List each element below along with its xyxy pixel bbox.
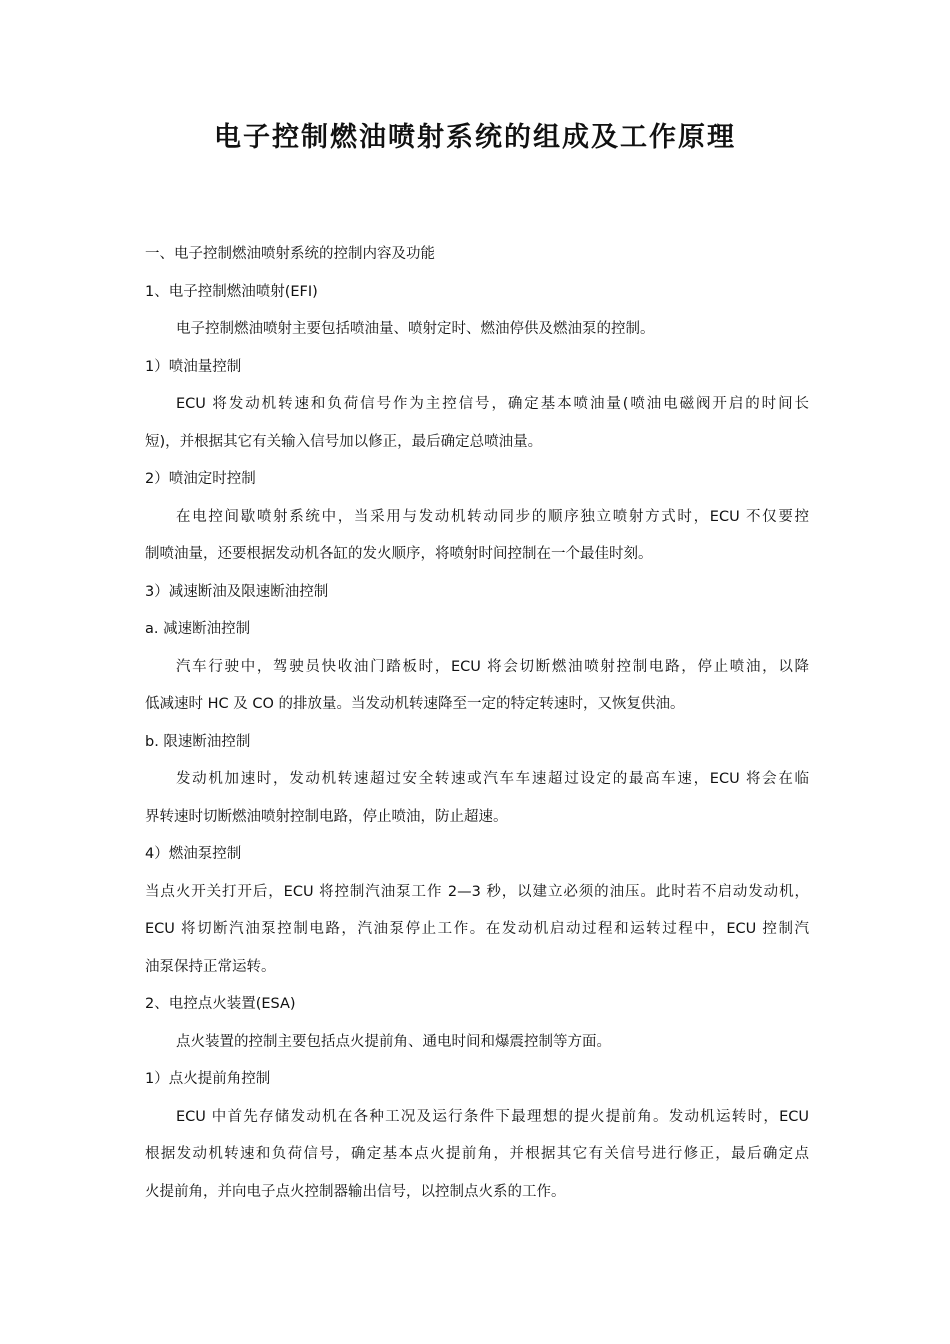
paragraph-line: ECU 中首先存储发动机在各种工况及运行条件下最理想的提火提前角。发动机运转时，ECU (176, 1108, 809, 1125)
item-heading: 3）减速断油及限速断油控制 (145, 583, 329, 600)
paragraph-line: 发动机加速时，发动机转速超过安全转速或汽车车速超过设定的最高车速，ECU 将会在临 (176, 771, 809, 787)
paragraph-line: 短)，并根据其它有关输入信号加以修正，最后确定总喷油量。 (145, 433, 543, 450)
paragraph-line: ECU 将发动机转速和负荷信号作为主控信号，确定基本喷油量(喷油电磁阀开启的时间长 (176, 396, 809, 412)
paragraph-line: 根据发动机转速和负荷信号，确定基本点火提前角，并根据其它有关信号进行修正，最后确定点 (145, 1146, 809, 1162)
paragraph-line: ECU 将切断汽油泵控制电路，汽油泵停止工作。在发动机启动过程和运转过程中，ECU 控制汽 (145, 921, 809, 937)
subsection-heading: 1、电子控制燃油喷射(EFI) (145, 283, 318, 300)
paragraph-line: 火提前角，并向电子点火控制器输出信号，以控制点火系的工作。 (145, 1183, 566, 1200)
item-heading: 1）喷油量控制 (145, 358, 242, 375)
subsection-heading: 2、电控点火装置(ESA) (145, 996, 296, 1012)
document-body (145, 240, 809, 1215)
paragraph-line: 点火装置的控制主要包括点火提前角、通电时间和爆震控制等方面。 (176, 1033, 611, 1050)
paragraph-line: 界转速时切断燃油喷射控制电路，停止喷油，防止超速。 (145, 808, 508, 825)
paragraph-line: 汽车行驶中，驾驶员快收油门踏板时，ECU 将会切断燃油喷射控制电路，停止喷油，以降 (176, 658, 809, 675)
paragraph-line: 油泵保持正常运转。 (145, 958, 276, 975)
paragraph-line: 在电控间歇喷射系统中，当采用与发动机转动同步的顺序独立喷射方式时，ECU 不仅要控 (176, 508, 809, 525)
item-heading: 2）喷油定时控制 (145, 471, 256, 487)
document-title: 电子控制燃油喷射系统的组成及工作原理 (214, 122, 736, 153)
item-heading: 1）点火提前角控制 (145, 1071, 271, 1087)
sub-item-heading: b. 限速断油控制 (145, 733, 251, 750)
paragraph-line: 制喷油量，还要根据发动机各缸的发火顺序，将喷射时间控制在一个最佳时刻。 (145, 546, 653, 562)
sub-item-heading: a. 减速断油控制 (145, 621, 251, 637)
paragraph-line: 当点火开关打开后，ECU 将控制汽油泵工作 2—3 秒，以建立必须的油压。此时若不启动发动机， (145, 883, 809, 900)
paragraph-line: 电子控制燃油喷射主要包括喷油量、喷射定时、燃油停供及燃油泵的控制。 (176, 321, 655, 337)
paragraph-line: 低减速时 HC 及 CO 的排放量。当发动机转速降至一定的特定转速时，又恢复供油。 (145, 696, 685, 712)
item-heading: 4）燃油泵控制 (145, 846, 242, 862)
section-heading: 一、电子控制燃油喷射系统的控制内容及功能 (145, 246, 435, 262)
